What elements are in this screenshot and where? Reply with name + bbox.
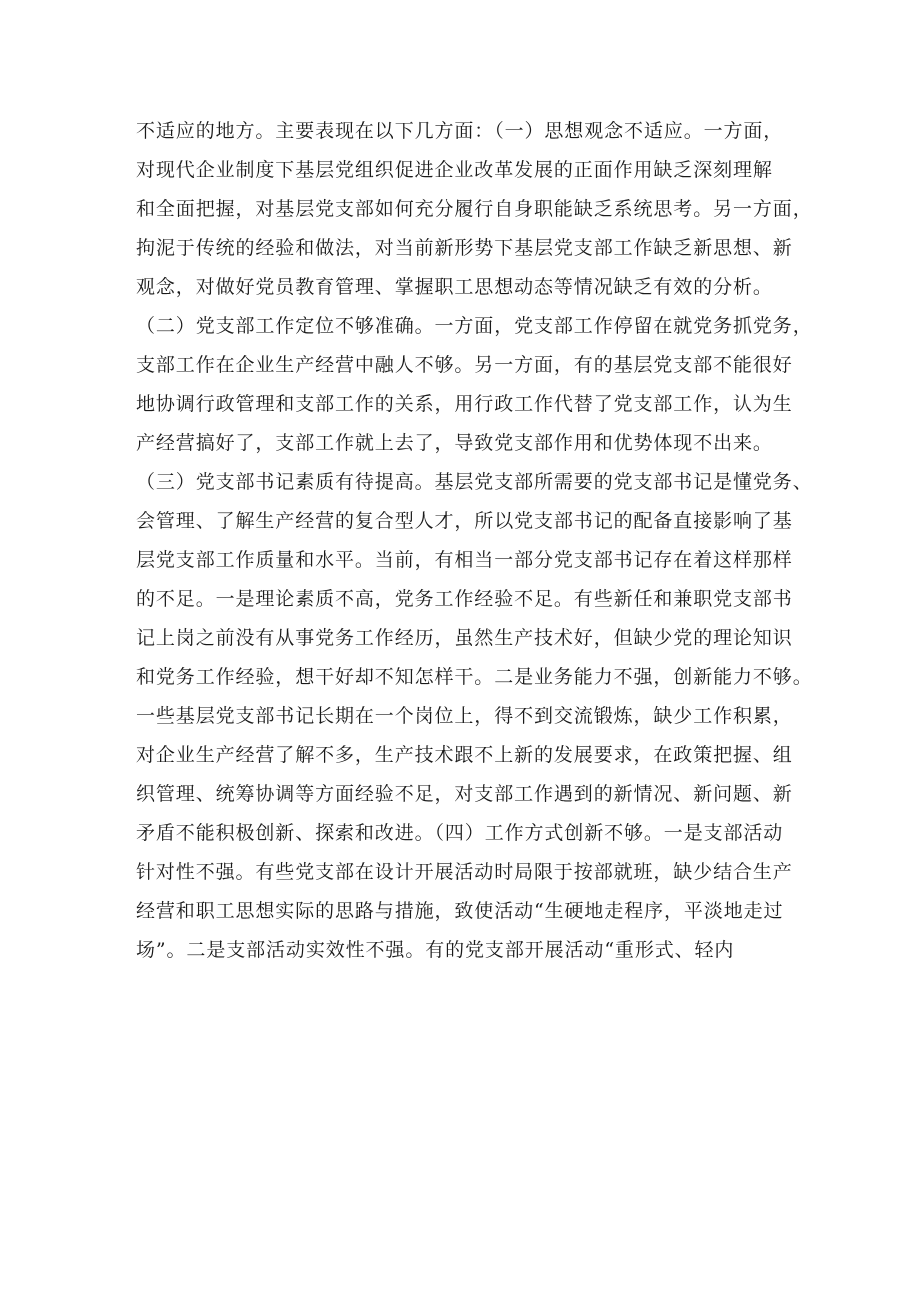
- body-text: [136, 112, 813, 970]
- text-line: 的不足。一是理论素质不高，党务工作经验不足。有些新任和兼职党支部书: [136, 588, 793, 610]
- text-line: 矛盾不能积极创新、探索和改进。（四）工作方式创新不够。一是支部活动: [136, 822, 784, 844]
- text-line: 织管理、统筹协调等方面经验不足，对支部工作遇到的新情况、新问题、新: [136, 783, 793, 805]
- text-line: 不适应的地方。主要表现在以下几方面：（一）思想观念不适应。一方面，: [136, 120, 784, 142]
- text-line: 和党务工作经验，想干好却不知怎样干。二是业务能力不强，创新能力不够。: [136, 666, 813, 688]
- text-line: 地协调行政管理和支部工作的关系，用行政工作代替了党支部工作，认为生: [136, 393, 793, 415]
- text-line: 记上岗之前没有从事党务工作经历，虽然生产技术好，但缺少党的理论知识: [136, 627, 793, 649]
- text-line: 对现代企业制度下基层党组织促进企业改革发展的正面作用缺乏深刻理解: [136, 159, 773, 181]
- text-line: 经营和职工思想实际的思路与措施，致使活动“生硬地走程序，平淡地走过: [136, 900, 784, 922]
- text-line: （二）党支部工作定位不够准确。一方面，党支部工作停留在就党务抓党务，: [136, 315, 813, 337]
- text-line: 会管理、了解生产经营的复合型人才，所以党支部书记的配备直接影响了基: [136, 510, 793, 532]
- text-line: 一些基层党支部书记长期在一个岗位上，得不到交流锻炼，缺少工作积累，: [136, 705, 793, 727]
- text-line: 和全面把握，对基层党支部如何充分履行自身职能缺乏系统思考。另一方面，: [136, 198, 813, 220]
- text-line: （三）党支部书记素质有待提高。基层党支部所需要的党支部书记是懂党务、: [136, 471, 813, 493]
- text-line: 针对性不强。有些党支部在设计开展活动时局限于按部就班，缺少结合生产: [136, 861, 793, 883]
- text-line: 层党支部工作质量和水平。当前，有相当一部分党支部书记存在着这样那样: [136, 549, 793, 571]
- text-line: 对企业生产经营了解不多，生产技术跟不上新的发展要求，在政策把握、组: [136, 744, 793, 766]
- text-line: 支部工作在企业生产经营中融人不够。另一方面，有的基层党支部不能很好: [136, 354, 793, 376]
- text-line: 场”。二是支部活动实效性不强。有的党支部开展活动“重形式、轻内: [136, 939, 735, 961]
- text-line: 拘泥于传统的经验和做法，对当前新形势下基层党支部工作缺乏新思想、新: [136, 237, 793, 259]
- text-line: 产经营搞好了，支部工作就上去了，导致党支部作用和优势体现不出来。: [136, 432, 773, 454]
- text-line: 观念，对做好党员教育管理、掌握职工思想动态等情况缺乏有效的分析。: [136, 276, 773, 298]
